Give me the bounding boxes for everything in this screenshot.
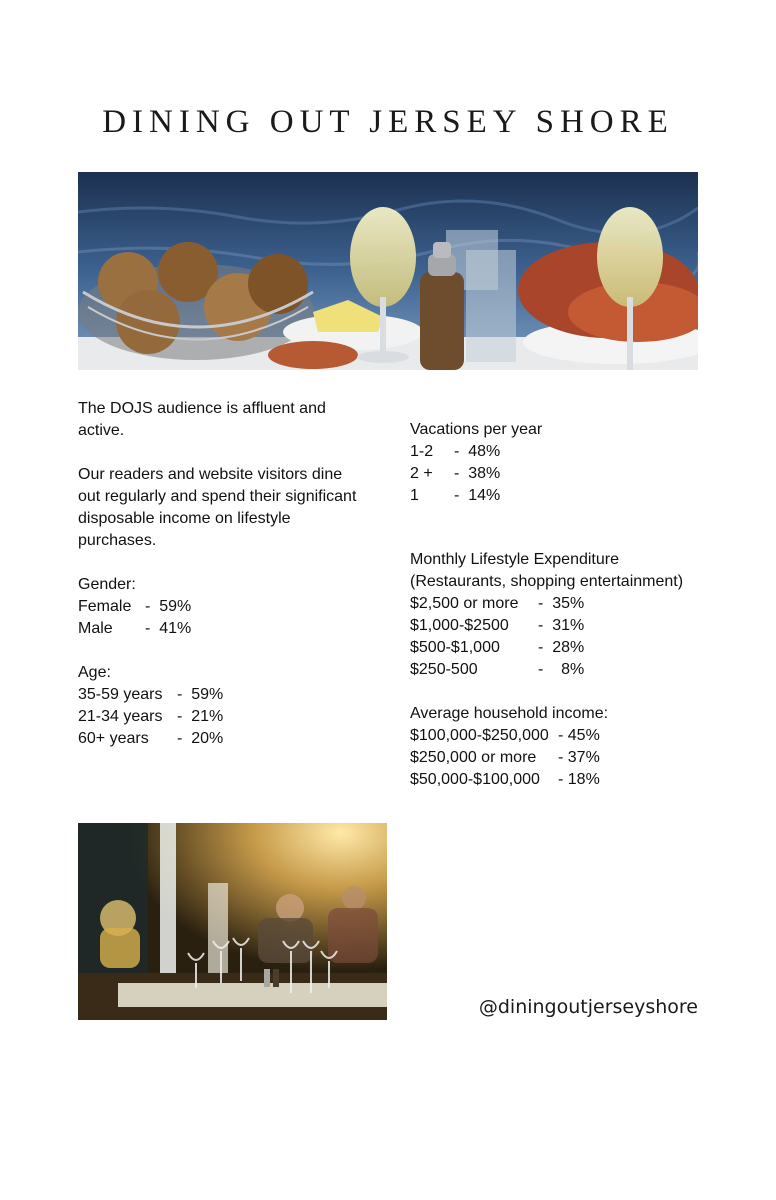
gender-row xyxy=(78,596,368,618)
restaurant-interior-photo xyxy=(78,823,387,1020)
intro-paragraph-1: The DOJS audience is affluent and active. xyxy=(78,400,326,439)
gender-value: - 41% xyxy=(145,620,192,637)
income-label: $50,000-$100,000 xyxy=(410,771,540,788)
expenditure-value: - 31% xyxy=(538,617,585,634)
expenditure-row xyxy=(410,637,710,659)
expenditure-label: $1,000-$2500 xyxy=(410,617,509,634)
age-label: 60+ years xyxy=(78,730,149,747)
expenditure-row xyxy=(410,615,710,637)
page-title: DINING OUT JERSEY SHORE xyxy=(102,104,674,140)
income-row xyxy=(410,769,710,791)
vacations-heading: Vacations per year xyxy=(410,421,543,438)
expenditure-label: $500-$1,000 xyxy=(410,639,500,656)
age-label: 21-34 years xyxy=(78,708,163,725)
hero-photo-seaside-table xyxy=(78,172,698,370)
gender-row xyxy=(78,618,368,640)
vacations-row xyxy=(410,485,710,507)
vacations-row xyxy=(410,441,710,463)
vacations-value: - 38% xyxy=(454,465,501,482)
income-label: $100,000-$250,000 xyxy=(410,727,549,744)
interior-illustration xyxy=(78,823,387,1020)
expenditure-row xyxy=(410,593,710,615)
intro-paragraph-2: Our readers and website visitors dine out regularly and spend their significant disposable income on lifestyle purchases. xyxy=(78,466,357,549)
income-value: - 37% xyxy=(558,749,600,766)
expenditure-subheading: (Restaurants, shopping entertainment) xyxy=(410,573,684,590)
income-row xyxy=(410,725,710,747)
expenditure-value: - 35% xyxy=(538,595,585,612)
income-row xyxy=(410,747,710,769)
expenditure-value: - 8% xyxy=(538,661,585,678)
vacations-row xyxy=(410,463,710,485)
income-value: - 45% xyxy=(558,727,600,744)
hero-illustration xyxy=(78,172,698,370)
expenditure-heading: Monthly Lifestyle Expenditure xyxy=(410,551,619,568)
age-row xyxy=(78,706,368,728)
gender-label: Male xyxy=(78,620,113,637)
age-heading: Age: xyxy=(78,664,111,681)
age-row xyxy=(78,728,368,750)
gender-value: - 59% xyxy=(145,598,192,615)
vacations-value: - 14% xyxy=(454,487,501,504)
income-value: - 18% xyxy=(558,771,600,788)
expenditure-label: $250-500 xyxy=(410,661,478,678)
audience-summary-column xyxy=(78,398,368,750)
expenditure-label: $2,500 or more xyxy=(410,595,519,612)
age-value: - 21% xyxy=(177,708,224,725)
income-heading: Average household income: xyxy=(410,705,609,722)
vacations-value: - 48% xyxy=(454,443,501,460)
gender-label: Female xyxy=(78,598,132,615)
income-label: $250,000 or more xyxy=(410,749,537,766)
expenditure-value: - 28% xyxy=(538,639,585,656)
expenditure-row xyxy=(410,659,710,681)
vacations-label: 1-2 xyxy=(410,443,434,460)
audience-stats-column xyxy=(410,419,710,791)
age-label: 35-59 years xyxy=(78,686,163,703)
vacations-label: 2 + xyxy=(410,465,433,482)
age-value: - 59% xyxy=(177,686,224,703)
vacations-label: 1 xyxy=(410,487,419,504)
social-handle: @diningoutjerseyshore xyxy=(478,996,698,1018)
gender-heading: Gender: xyxy=(78,576,136,593)
age-row xyxy=(78,684,368,706)
age-value: - 20% xyxy=(177,730,224,747)
